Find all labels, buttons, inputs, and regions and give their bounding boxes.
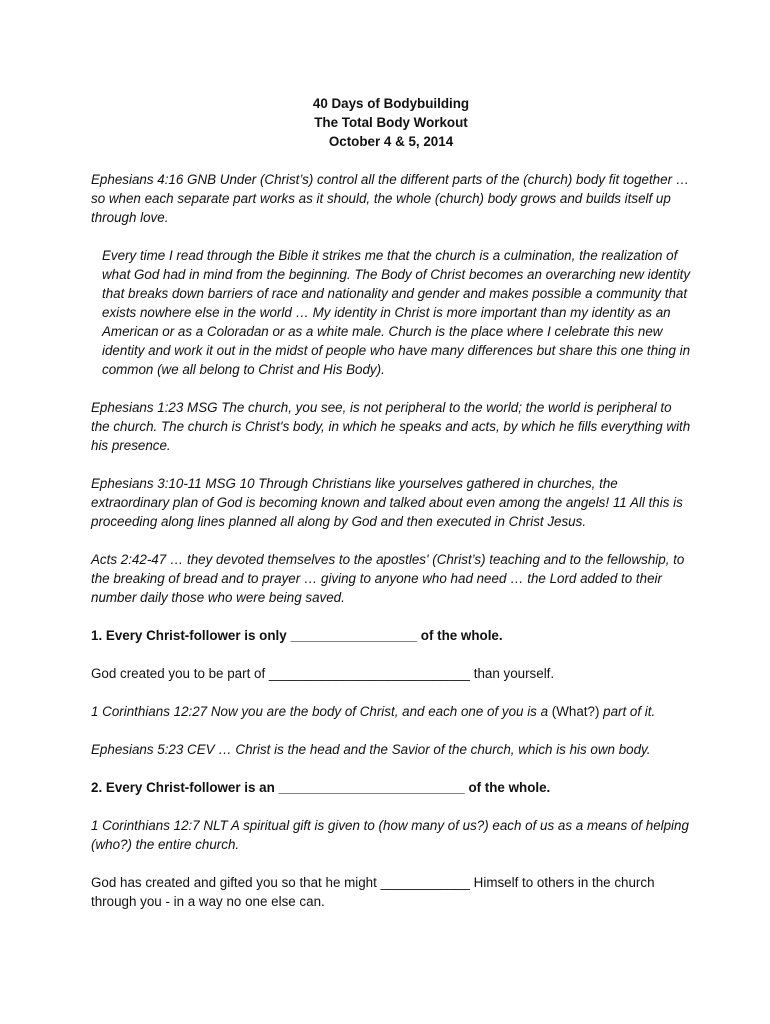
- point-2-blank: _________________________: [278, 780, 465, 795]
- point-1-blank: _________________: [290, 628, 418, 643]
- quote-paragraph: Every time I read through the Bible it strikes me that the church is a culmination, the realization of what God had in mind from the beginning. The Body of Christ becomes an overarching new identity that breaks down barriers of race and nationality and gender and makes possible a community that exists nowhere else in the world … My identity in Christ is more important than my identity as an American or as a Coloradan or as a white male. Church is the place where I celebrate this new identity and work it out in the midst of people who have many differences but share this one thing in common (we all belong to Christ and His Body).: [102, 248, 691, 377]
- document-header: [91, 94, 691, 151]
- point-1-text-a: 1. Every Christ-follower is only: [91, 628, 291, 643]
- header-title: 40 Days of Bodybuilding: [312, 96, 470, 111]
- statement-god-gifted-blank: ____________: [380, 875, 470, 890]
- cor-12-27-text-c: part of it.: [599, 704, 656, 719]
- header-subtitle: The Total Body Workout: [314, 115, 468, 130]
- point-1-text-b: of the whole.: [417, 628, 503, 643]
- scripture-ephesians-4-16: Ephesians 4:16 GNB Under (Christ’s) control all the different parts of the (church) body fit together … so when each separate part works as it should, the whole (church) body grows and builds itself up through love.: [91, 172, 690, 225]
- statement-god-created-b: than yourself.: [470, 666, 555, 681]
- document-page: [91, 94, 691, 930]
- statement-god-created-blank: ___________________________: [268, 666, 470, 681]
- header-date: October 4 & 5, 2014: [328, 134, 454, 149]
- point-1: [91, 626, 691, 645]
- scripture-ephesians-5-23: Ephesians 5:23 CEV … Christ is the head and the Savior of the church, which is his own body.: [91, 742, 651, 757]
- scripture-acts-2-42: Acts 2:42-47 … they devoted themselves to the apostles' (Christ’s) teaching and to the fellowship, to the breaking of bread and to prayer … giving to anyone who had need … the Lord added to their number daily those who were being saved.: [91, 552, 685, 605]
- scripture-1-corinthians-12-27: [91, 702, 691, 721]
- scripture-1-corinthians-12-7: 1 Corinthians 12:7 NLT A spiritual gift is given to (how many of us?) each of us as a means of helping (who?) the entire church.: [91, 818, 689, 852]
- scripture-ephesians-3-10: Ephesians 3:10-11 MSG 10 Through Christians like yourselves gathered in churches, the extraordinary plan of God is becoming known and talked about even among the angels! 11 All this is proceeding along lines planned all along by God and then executed in Christ Jesus.: [91, 476, 683, 529]
- statement-god-created-a: God created you to be part of: [91, 666, 269, 681]
- point-2: [91, 778, 691, 797]
- statement-god-gifted-a: God has created and gifted you so that he might: [91, 875, 381, 890]
- statement-god-gifted-b: Himself to others in the church through you - in a way no one else can.: [91, 875, 655, 909]
- statement-god-created: [91, 664, 691, 683]
- point-2-text-b: of the whole.: [464, 780, 551, 795]
- cor-12-27-what: (What?): [551, 704, 600, 719]
- point-2-text-a: 2. Every Christ-follower is an: [91, 780, 279, 795]
- cor-12-27-text-a: 1 Corinthians 12:27 Now you are the body of Christ, and each one of you is a: [91, 704, 552, 719]
- statement-god-gifted: [91, 873, 691, 911]
- scripture-ephesians-1-23: Ephesians 1:23 MSG The church, you see, is not peripheral to the world; the world is peripheral to the church. The church is Christ's body, in which he speaks and acts, by which he fills everything with his presence.: [91, 400, 691, 453]
